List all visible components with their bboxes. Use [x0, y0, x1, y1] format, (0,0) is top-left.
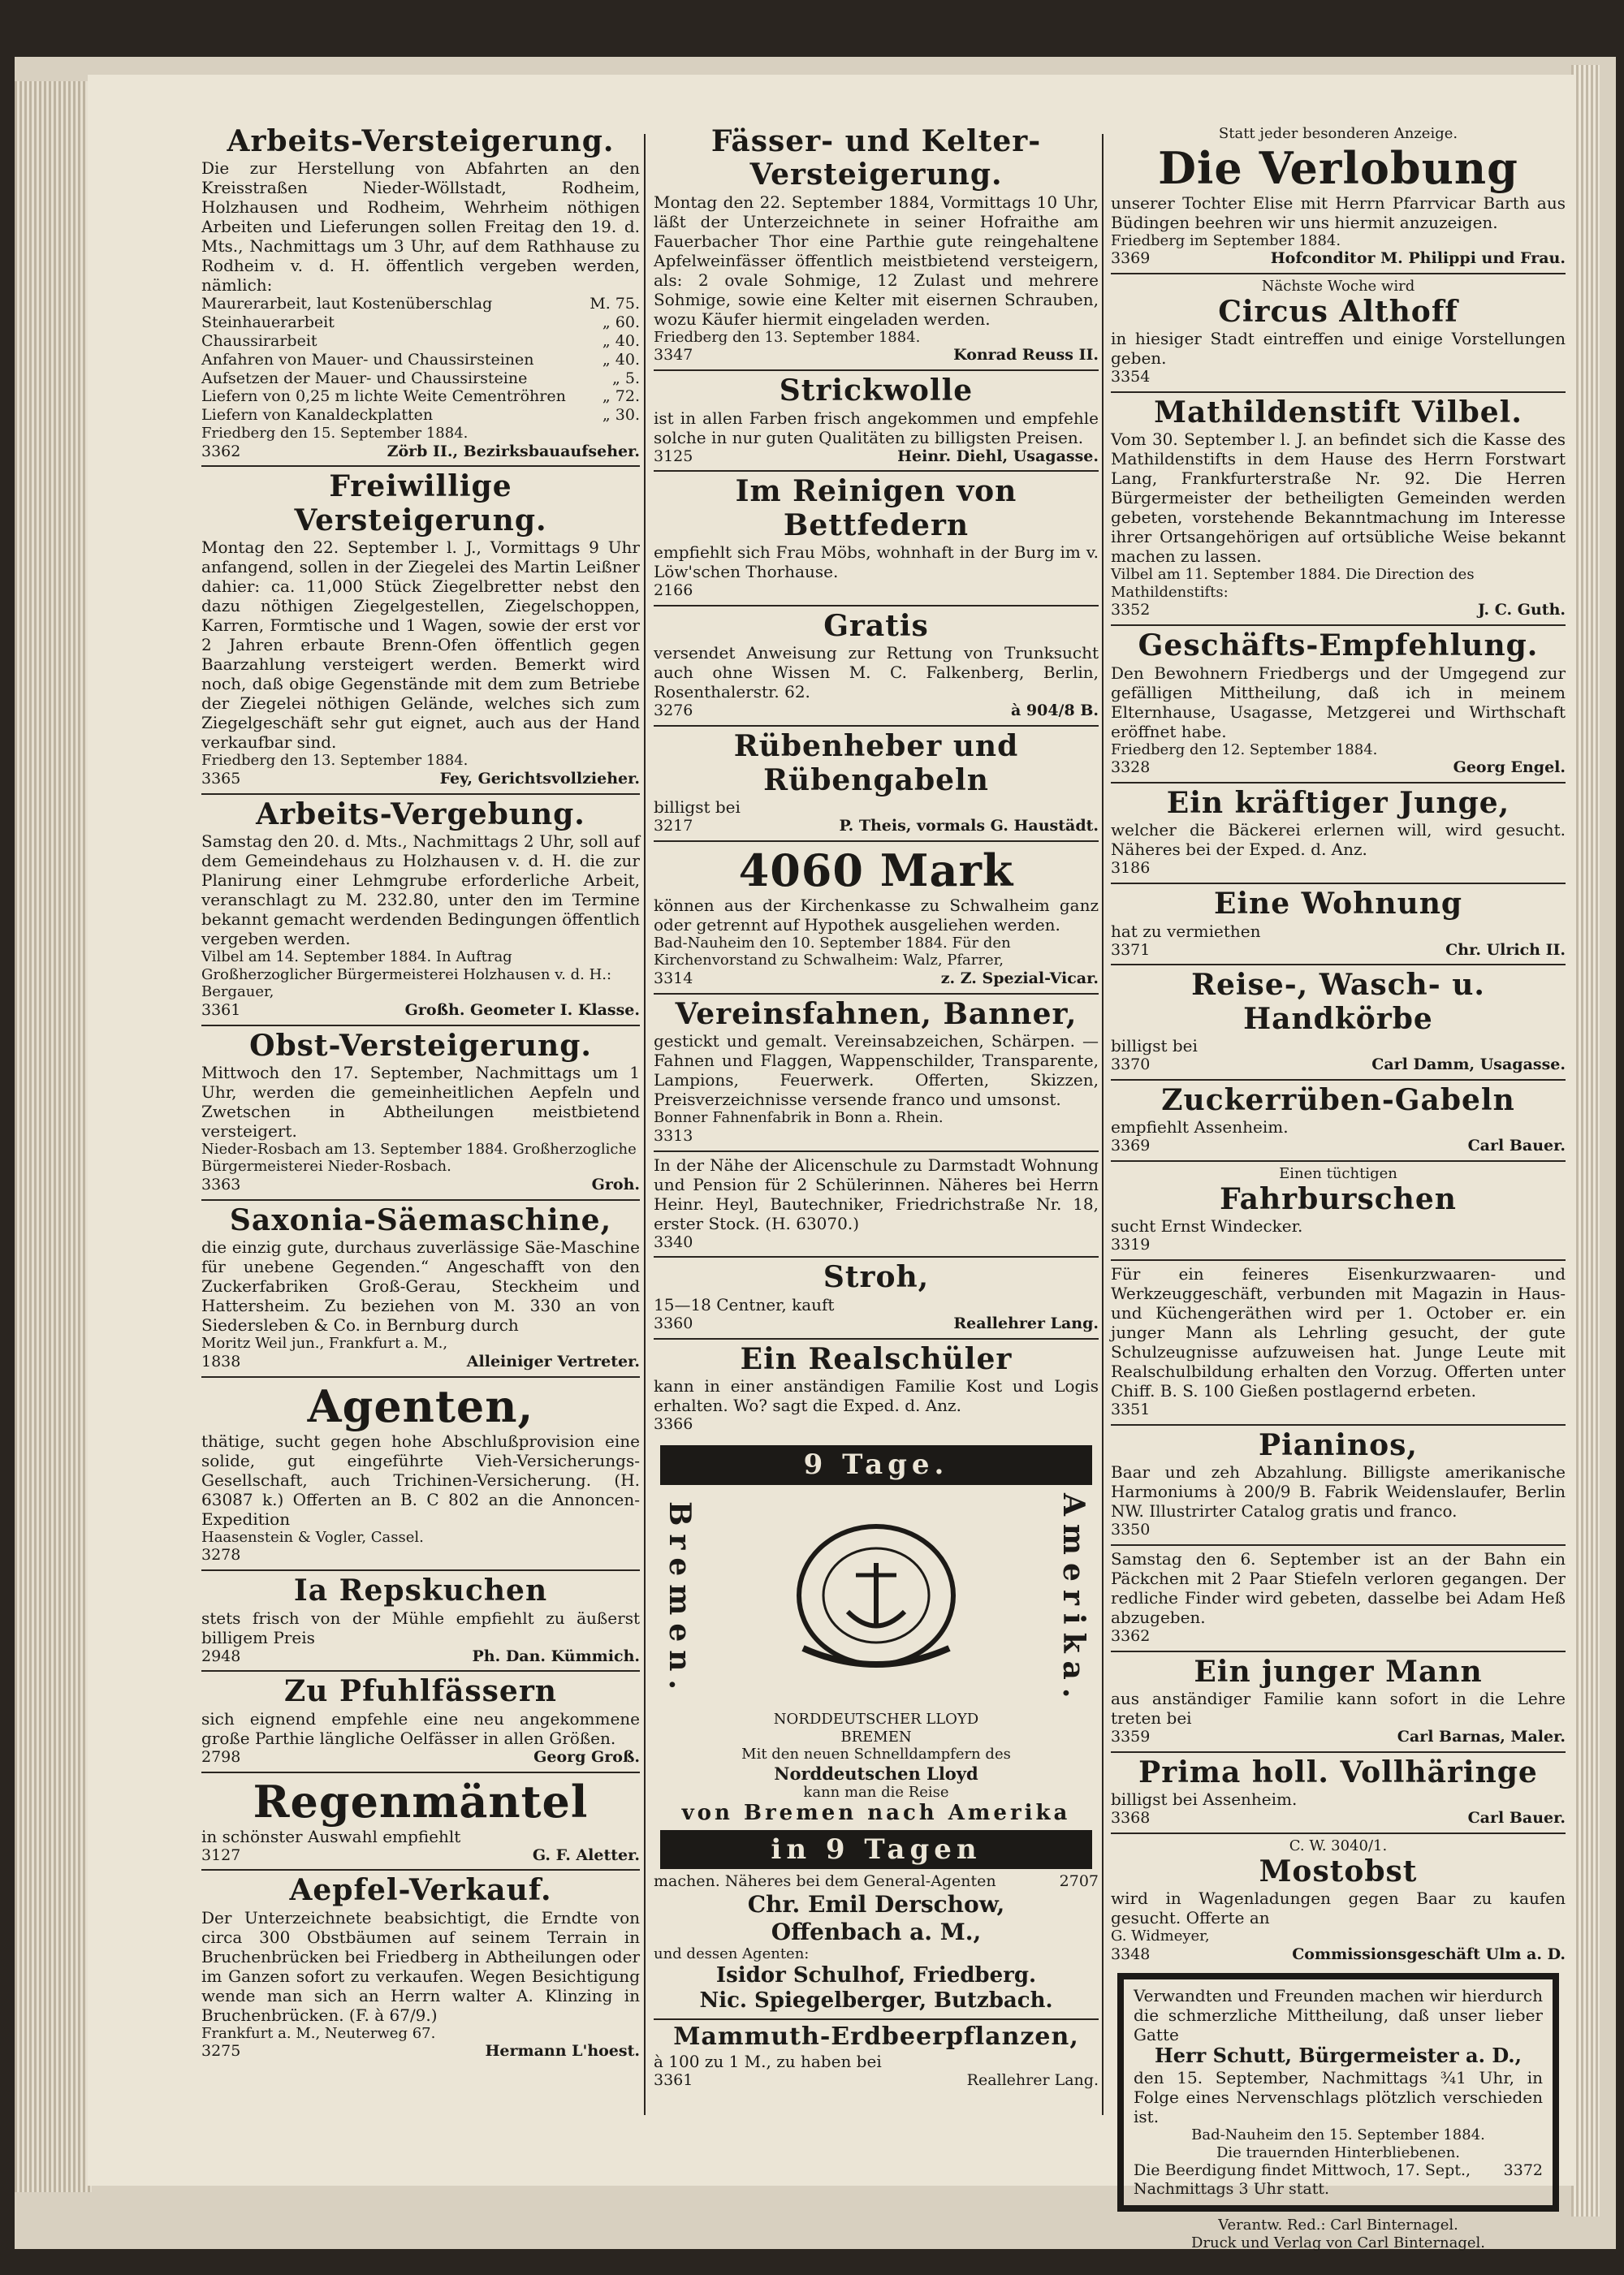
mammuth-advertisement [654, 2020, 1099, 2094]
ad-title: Zuckerrüben-Gabeln [1161, 1082, 1515, 1117]
ad-number: 3348 [1111, 1945, 1151, 1963]
ad-body: Mittwoch den 17. September, Nachmittags um 1 Uhr, werden die gemeinheitlichen Aepfeln und Zwetschen in Abtheilungen meistbietend versteigert. [201, 1062, 640, 1141]
lloyd-agent3: Isidor Schulhof, Friedberg. [715, 1963, 1037, 1988]
ad-footer [201, 1001, 640, 1020]
death-funeral: Die Beerdigung findet Mittwoch, 17. Sept., Nachmittags 3 Uhr statt. [1134, 2161, 1471, 2199]
item-name: Liefern von 0,25 m lichte Weite Cementröhren [201, 387, 566, 406]
ad-title: Ein junger Mann [1194, 1654, 1483, 1689]
advertisement [654, 472, 1099, 607]
ad-title: Fahrburschen [1220, 1181, 1457, 1216]
ad-signature: Carl Barnas, Maler. [1397, 1728, 1566, 1746]
footer-editor: Verantw. Red.: Carl Binternagel. [1218, 2217, 1458, 2234]
item-row [201, 295, 640, 313]
advertisement [1111, 1081, 1566, 1162]
ad-signature: Heinr. Diehl, Usagasse. [897, 447, 1099, 465]
ad-title: Aepfel-Verkauf. [289, 1873, 552, 1908]
column-middle-ads [654, 122, 1099, 1439]
ad-body: aus anständiger Familie kann sofort in die Lehre treten bei [1111, 1689, 1566, 1729]
ad-title: Ein kräftiger Junge, [1166, 786, 1510, 821]
advertisement [201, 795, 640, 1026]
ad-number: 3313 [654, 1126, 693, 1145]
advertisement [1111, 1162, 1566, 1261]
item-price: „ 72. [602, 387, 640, 406]
ad-number: 2166 [654, 581, 693, 600]
ad-title: Reise-, Wasch- u. Handkörbe [1191, 968, 1485, 1036]
ad-footer [1111, 1627, 1566, 1646]
advertisement [654, 995, 1099, 1152]
ad-footer [1111, 1945, 1566, 1964]
ad-body: stets frisch von der Mühle empfiehlt zu äußerst billigem Preis [201, 1608, 640, 1647]
ad-title: Prima holl. Vollhäringe [1138, 1755, 1538, 1789]
death-date: Bad-Nauheim den 15. September 1884. [1191, 2126, 1485, 2144]
ad-footer [654, 701, 1099, 720]
lloyd-agent4: Nic. Spiegelberger, Butzbach. [699, 1988, 1053, 2014]
column-middle [654, 122, 1099, 2117]
death-sign: Die trauernden Hinterbliebenen. [1216, 2143, 1461, 2161]
ad-body: billigst bei [654, 796, 741, 817]
ad-signature: Großh. Geometer I. Klasse. [404, 1000, 640, 1019]
lloyd-agent2: Offenbach a. M., [771, 1918, 982, 1945]
ad-footer [1111, 1137, 1566, 1155]
ad-body: die einzig gute, durchaus zuverlässige Säe-Maschine für unebene Gegenden.“ Angeschafft von den Zuckerfabriken Groß-Gerau, Steckheim und Hattersheim. Zu beziehen von M. 330 an von Siedersleben & Co. in Bernburg durch [201, 1237, 640, 1336]
ad-title: Saxonia-Säemaschine, [229, 1202, 612, 1237]
ad-signature: Ph. Dan. Kümmich. [472, 1647, 640, 1665]
ad-number: 3314 [654, 969, 693, 987]
advertisement [654, 842, 1099, 995]
ad-body: Den Bewohnern Friedbergs und der Umgegend zur gefälligen Mittheilung, daß ich in meinem Elternhause, Usagasse, Metzgerei und Wirthschaft eröffnet habe. [1111, 663, 1566, 741]
advertisement [201, 1773, 640, 1871]
ad-date: Haasenstein & Vogler, Cassel. [201, 1528, 424, 1546]
ad-number: 3319 [1111, 1236, 1151, 1254]
lloyd-bottom-bar: in 9 Tagen [660, 1830, 1092, 1870]
advertisement [654, 727, 1099, 842]
advertisement [1111, 884, 1566, 965]
ad-number: 3360 [654, 1314, 693, 1332]
lloyd-advertisement [654, 1439, 1099, 2021]
item-row [201, 332, 640, 351]
lloyd-text: machen. Näheres bei dem General-Agenten [654, 1872, 996, 1891]
ad-date: Vilbel am 11. September 1884. Die Direction des Mathildenstifts: [1111, 566, 1475, 601]
ad-signature: Fey, Gerichtsvollzieher. [439, 769, 640, 788]
ad-title: Mostobst [1259, 1854, 1418, 1889]
ad-title: Stroh, [823, 1260, 930, 1295]
ad-title: Gratis [823, 608, 929, 643]
ad-footer [654, 817, 1099, 835]
column-right [1111, 122, 1566, 2251]
ad-number: 3340 [654, 1232, 693, 1251]
ad-number: 3217 [654, 816, 693, 835]
advertisement [1111, 393, 1566, 626]
ad-number: 3362 [1111, 1626, 1151, 1645]
page-edges-right [1571, 65, 1600, 2217]
ad-signature: Hofconditor M. Philippi und Frau. [1270, 249, 1566, 268]
ad-body: Für ein feineres Eisenkurzwaaren- und Werkzeuggeschäft, verbunden mit Magazin in Haus- und Küchengeräthen wird per 1. October er. ein junger Mann als Lehrling gesucht, der gute Schulzeugnisse aufzuweisen hat. Junge Leute mit Realschulbildung erhalten den Vorzug. Offerten unter Chiff. B. S. 100 Gießen postlagernd erbeten. [1111, 1263, 1566, 1401]
item-row [201, 406, 640, 425]
ad-body: welcher die Bäckerei erlernen will, wird gesucht. Näheres bei der Exped. d. Anz. [1111, 820, 1566, 860]
ad-number: 2798 [201, 1747, 241, 1766]
ad-date: G. Widmeyer, [1111, 1927, 1210, 1945]
ad-signature: Reallehrer Lang. [953, 1314, 1099, 1332]
item-row [201, 387, 640, 406]
ad-title: 4060 Mark [738, 844, 1014, 896]
advertisement [201, 1871, 640, 2066]
ad-body: billigst bei Assenheim. [1111, 1789, 1298, 1810]
item-row [201, 369, 640, 388]
ad-title: Arbeits-Versteigerung. [227, 124, 615, 158]
ad-body: Die zur Herstellung von Abfahrten an den Kreisstraßen Nieder-Wöllstadt, Rodheim, Holzhausen und Rodheim, Wehrheim nöthigen Arbeiten und Lieferungen sollen Freitag den 19. d. Mts., Nachmittags um 3 Uhr, auf dem Rathhause zu Rodheim v. d. H. öffentlich vergeben werden, nämlich: [201, 158, 640, 296]
ad-title: Eine Wohnung [1213, 887, 1463, 922]
ad-signature: Zörb II., Bezirksbauaufseher. [387, 442, 640, 460]
ad-number: 3361 [201, 1000, 241, 1019]
ad-number: 3359 [1111, 1728, 1151, 1746]
ad-signature: Chr. Ulrich II. [1445, 940, 1566, 959]
ad-footer [654, 1127, 1099, 1146]
ad-number: 3370 [1111, 1055, 1151, 1074]
advertisement [654, 1340, 1099, 1439]
ad-body: In der Nähe der Alicenschule zu Darmstadt Wohnung und Pension für 2 Schülerinnen. Näheres bei Herrn Heinr. Heyl, Bautechniker, Friedrichstraße Nr. 18, erster Stock. (H. 63070.) [654, 1155, 1099, 1233]
ad-signature: Georg Groß. [533, 1747, 640, 1766]
ad-number: 3276 [654, 701, 693, 720]
ad-signature: Georg Engel. [1453, 758, 1566, 777]
item-price: „ 5. [611, 369, 640, 387]
lloyd-agents-label: und dessen Agenten: [654, 1945, 810, 1963]
lloyd-bremen: Bremen. [663, 1500, 698, 1698]
ad-title: Ein Realschüler [740, 1341, 1013, 1376]
advertisement [1111, 1261, 1566, 1426]
item-name: Aufsetzen der Mauer- und Chaussirsteine [201, 369, 528, 387]
ad-date: Bad-Nauheim den 10. September 1884. Für den Kirchenvorstand zu Schwalheim: Walz, Pfarrer, [654, 934, 1011, 969]
advertisement [201, 1571, 640, 1672]
ad-footer [654, 1415, 1099, 1434]
ad-number: 3350 [1111, 1521, 1151, 1539]
ad-signature: Konrad Reuss II. [953, 346, 1099, 365]
ad-date: Friedberg den 12. September 1884. [1111, 740, 1378, 758]
lloyd-line1: Mit den neuen Schnelldampfern des [741, 1746, 1011, 1763]
ad-body: versendet Anweisung zur Rettung von Trunksucht auch ohne Wissen M. C. Falkenberg, Berlin, Rosenthalerstr. 62. [654, 643, 1099, 702]
ad-body: 15—18 Centner, kauft [654, 1294, 835, 1314]
ad-signature: Groh. [591, 1176, 640, 1194]
ad-number: 3363 [201, 1176, 241, 1194]
death-name: Herr Schutt, Bürgermeister a. D., [1155, 2044, 1522, 2068]
advertisement [201, 1026, 640, 1201]
advertisement [654, 371, 1099, 472]
ad-title: Rübenheber und Rübengabeln [733, 729, 1019, 797]
advertisement [1111, 1834, 1566, 1968]
mammuth-sign: Reallehrer Lang. [966, 2070, 1099, 2089]
item-list [201, 295, 640, 425]
ad-date: Moritz Weil jun., Frankfurt a. M., [201, 1335, 448, 1353]
ad-footer [201, 1546, 640, 1565]
ad-signature: Carl Damm, Usagasse. [1371, 1055, 1566, 1074]
ad-number: 3352 [1111, 601, 1151, 619]
ad-preheading: C. W. 3040/1. [1289, 1837, 1388, 1855]
ad-footer [1111, 1055, 1566, 1074]
ad-footer [1111, 1401, 1566, 1419]
ad-date: Friedberg den 13. September 1884. [201, 752, 469, 770]
ad-body: kann in einer anständigen Familie Kost und Logis erhalten. Wo? sagt die Exped. d. Anz. [654, 1375, 1099, 1415]
footer-publisher: Druck und Verlag von Carl Binternagel. [1190, 2234, 1486, 2251]
ad-title: Fässer- und Kelter-Versteigerung. [710, 124, 1042, 192]
ad-signature: Commissionsgeschäft Ulm a. D. [1292, 1945, 1566, 1963]
lloyd-seal-top: NORDDEUTSCHER LLOYD [773, 1710, 979, 1728]
lloyd-top-bar: 9 Tage. [660, 1445, 1092, 1485]
ad-signature: Carl Bauer. [1467, 1809, 1566, 1828]
item-price: „ 30. [602, 406, 640, 425]
ad-body: ist in allen Farben frisch angekommen und empfehle solche in nur guten Qualitäten zu billigsten Preisen. [654, 408, 1099, 447]
lloyd-agent1: Chr. Emil Derschow, [747, 1891, 1005, 1919]
ad-number: 3369 [1111, 1137, 1151, 1155]
ad-body: Samstag den 6. September ist an der Bahn ein Päckchen mit 2 Paar Stiefeln verloren gegangen. Der redliche Finder wird gebeten, dasselbe bei Adam Heß abzugeben. [1111, 1548, 1566, 1627]
lloyd-seal-icon [779, 1518, 974, 1681]
ad-body: empfiehlt sich Frau Möbs, wohnhaft in der Burg im v. Löw'schen Thorhause. [654, 542, 1099, 582]
ad-signature: J. C. Guth. [1477, 601, 1566, 619]
ad-title: Freiwillige Versteigerung. [294, 469, 547, 537]
ad-number: 3369 [1111, 249, 1151, 268]
ad-signature: Alleiniger Vertreter. [466, 1352, 640, 1371]
ad-footer [201, 1353, 640, 1371]
lloyd-emblem [654, 1488, 1099, 1711]
advertisement [201, 1201, 640, 1378]
ad-footer [1111, 368, 1566, 386]
ad-title: Ia Repskuchen [293, 1574, 548, 1608]
ad-title: Circus Althoff [1218, 294, 1458, 329]
ad-title: Im Reinigen von Bettfedern [735, 474, 1017, 542]
ad-number: 3366 [654, 1414, 693, 1433]
lloyd-line2: Norddeutschen Lloyd [774, 1763, 978, 1784]
advertisement [1111, 965, 1566, 1081]
ad-number: 3125 [654, 447, 693, 465]
advertisement [654, 1258, 1099, 1339]
column-rule [1102, 134, 1104, 2115]
ad-title: Strickwolle [779, 373, 974, 408]
ad-footer [1111, 1809, 1566, 1828]
ad-footer [1111, 1728, 1566, 1746]
ad-body: sucht Ernst Windecker. [1111, 1216, 1303, 1237]
advertisement [654, 607, 1099, 727]
advertisement [1111, 274, 1566, 393]
ad-body: billigst bei [1111, 1036, 1198, 1056]
ad-footer [654, 1314, 1099, 1333]
ad-body: wird in Wagenladungen gegen Baar zu kaufen gesucht. Offerte an [1111, 1889, 1566, 1928]
ad-signature: G. F. Aletter. [532, 1845, 640, 1864]
ad-body: Baar und zeh Abzahlung. Billigste amerikanische Harmoniums à 200/9 B. Fabrik Weidenslaufer, Berlin NW. Illustrirter Catalog gratis und franco. [1111, 1462, 1566, 1522]
ad-title: Mathildenstift Vilbel. [1154, 395, 1522, 430]
advertisement [1111, 1652, 1566, 1753]
ad-body: Montag den 22. September 1884, Vormittags 10 Uhr, läßt der Unterzeichnete in seiner Hofraithe am Fauerbacher Thor eine Parthie gute reingehaltene Apfelweinfässer öffentlich meistbietend versteigern, als: 2 ovale Sohmige, 12 Zulast und mehrere Sohmige, sowie eine Kelter mit eisernen Schrauben, wozu Käufer hiermit eingeladen werden. [654, 192, 1099, 329]
ad-footer [1111, 941, 1566, 960]
ad-signature: Carl Bauer. [1467, 1137, 1566, 1155]
ad-date: Nieder-Rosbach am 13. September 1884. Großherzogliche Bürgermeisterei Nieder-Rosbach. [201, 1140, 637, 1176]
item-name: Anfahren von Mauer- und Chaussirsteinen [201, 350, 534, 369]
ad-footer [1111, 859, 1566, 878]
ad-body: in hiesiger Stadt eintreffen und einige Vorstellungen geben. [1111, 329, 1566, 369]
ad-body: Montag den 22. September l. J., Vormittags 9 Uhr anfangend, sollen in der Ziegelei des Martin Leißner dahier: ca. 11,000 Stück Ziegelbretter nebst den dazu nöthigen Ziegelgestellen, Ziegelschoppen, Karren, Formtische und 1 Wagen, sowie der erst vor 2 Jahren erbaute Brenn-Ofen öffentlich gegen Baarzahlung versteigert werden. Bemerkt wird noch, daß obige Gegenstände mit dem zum Betriebe der Ziegelei nöthigen Gelände, welches sich zum Ziegelgeschäft sehr gut eignet, auch aus der Hand verkaufbar sind. [201, 537, 640, 753]
ad-date: Friedberg im September 1884. [1111, 231, 1341, 249]
item-name: Steinhauerarbeit [201, 313, 335, 332]
ad-footer [201, 1176, 640, 1194]
ad-footer [201, 770, 640, 788]
ad-number: 3275 [201, 2042, 241, 2061]
ad-number: 3371 [1111, 940, 1151, 959]
ad-number: 3328 [1111, 758, 1151, 777]
column-right-ads [1111, 122, 1566, 1968]
death-footer [1134, 2161, 1543, 2199]
ad-footer [1111, 758, 1566, 777]
item-price: „ 40. [602, 331, 640, 350]
ad-number: 3127 [201, 1845, 241, 1864]
advertisement [201, 122, 640, 467]
ad-number: 3365 [201, 769, 241, 788]
lloyd-line4: von Bremen nach Amerika [681, 1801, 1071, 1826]
ad-preheading: Nächste Woche wird [1261, 278, 1415, 296]
column-left [201, 122, 640, 2117]
ad-signature: z. Z. Spezial-Vicar. [940, 969, 1099, 987]
ad-title: Arbeits-Vergebung. [256, 796, 585, 831]
ad-body: thätige, sucht gegen hohe Abschlußprovision eine solide, gut eingeführte Vieh-Versicherungs-Gesellschaft, auch Trichinen-Versicherung. (H. 63087 k.) Offerten an B. C 802 an die Annoncen-Expedition [201, 1431, 640, 1529]
ad-number: 1838 [201, 1352, 241, 1371]
ad-footer [201, 1846, 640, 1865]
ad-number: 3368 [1111, 1809, 1151, 1828]
advertisement [1111, 122, 1566, 274]
ad-date: Friedberg den 13. September 1884. [654, 328, 921, 346]
ad-footer [654, 1233, 1099, 1252]
ad-number: 3186 [1111, 859, 1151, 878]
ad-body: empfiehlt Assenheim. [1111, 1117, 1289, 1138]
ad-footer [201, 442, 640, 461]
death-text2: den 15. September, Nachmittags ¾1 Uhr, in Folge eines Nervenschlags plötzlich verschieden ist. [1134, 2068, 1543, 2127]
lloyd-amerika: Amerika. [1056, 1492, 1091, 1706]
lloyd-seal-bottom: BREMEN [840, 1728, 912, 1746]
advertisement [1111, 1426, 1566, 1546]
ad-body: Vom 30. September l. J. an befindet sich die Kasse des Mathildenstifts in dem Hause des Herrn Forstwart Lang, Frankfurterstraße Nr. 92. Die Herren Bürgermeister der betheiligten Gemeinden werden gebeten, vorstehende Bekanntmachung im Interesse ihrer Ortsangehörigen auf ortsübliche Weise bekannt machen zu lassen. [1111, 430, 1566, 567]
item-price: M. 75. [590, 295, 640, 313]
ad-title: Zu Pfuhlfässern [284, 1674, 557, 1709]
column-rule [644, 134, 646, 2115]
ad-title: Agenten, [307, 1379, 534, 1432]
ad-body: Samstag den 20. d. Mts., Nachmittags 2 Uhr, soll auf dem Gemeindehaus zu Holzhausen v. d. H. die zur Planirung einer Lehmgrube erforderliche Arbeit, veranschlagt zu M. 232.80, unter den im Termine bekannt gemacht werdenden Bedingungen öffentlich vergeben werden. [201, 831, 640, 948]
ad-footer [1111, 1521, 1566, 1539]
ad-footer [1111, 601, 1566, 619]
lloyd-line3: kann man die Reise [803, 1783, 949, 1801]
ad-footer [1111, 249, 1566, 268]
ad-title: Regenmäntel [253, 1775, 589, 1828]
ad-preheading: Einen tüchtigen [1279, 1165, 1397, 1183]
advertisement [654, 1152, 1099, 1258]
item-name: Maurerarbeit, laut Kostenüberschlag [201, 295, 493, 313]
ad-footer [1111, 1236, 1566, 1254]
death-text: Verwandten und Freunden machen wir hierdurch die schmerzliche Mittheilung, daß unser lieber Gatte [1134, 1986, 1543, 2045]
ad-title: Vereinsfahnen, Banner, [675, 996, 1078, 1031]
item-name: Liefern von Kanaldeckplatten [201, 406, 434, 425]
death-notice [1117, 1973, 1559, 2212]
ad-body: hat zu vermiethen [1111, 921, 1261, 941]
lloyd-text-row [654, 1872, 1099, 1891]
ad-number: 2948 [201, 1647, 241, 1665]
item-row [201, 351, 640, 369]
mammuth-body: à 100 zu 1 M., zu haben bei [654, 2051, 882, 2071]
ad-body: unserer Tochter Elise mit Herrn Pfarrvicar Barth aus Büdingen beehren wir uns hiermit anzuzeigen. [1111, 192, 1566, 232]
ad-preheading: Statt jeder besonderen Anzeige. [1218, 125, 1458, 142]
ad-title: Die Verlobung [1158, 141, 1518, 194]
ad-footer [654, 969, 1099, 988]
ad-number: 3278 [201, 1546, 241, 1565]
ad-body: Der Unterzeichnete beabsichtigt, die Erndte von circa 300 Obstbäumen auf seinem Terrain in Bruchenbrücken bei Friedberg in Abtheilungen oder im Ganzen sofort zu verkaufen. Wegen Besichtigung wende man sich an Herrn walter A. Klinzing in Bruchenbrücken. (F. à 67/9.) [201, 1907, 640, 2025]
ad-signature: Hermann L'hoest. [485, 2042, 640, 2061]
ad-body: in schönster Auswahl empfiehlt [201, 1826, 461, 1846]
item-price: „ 60. [602, 313, 640, 332]
ad-date: Friedberg den 15. September 1884. [201, 424, 469, 442]
ad-date: Frankfurt a. M., Neuterweg 67. [201, 2024, 436, 2042]
advertisement [201, 1378, 640, 1571]
advertisement [654, 122, 1099, 371]
advertisement [201, 467, 640, 794]
advertisement [1111, 784, 1566, 884]
ad-footer [654, 581, 1099, 600]
ad-number: 3361 [654, 2070, 693, 2089]
ad-title: Pianinos, [1259, 1427, 1418, 1462]
ad-date: Bonner Fahnenfabrik in Bonn a. Rhein. [654, 1109, 944, 1127]
ad-footer [201, 1748, 640, 1767]
ad-number: 3362 [201, 442, 241, 460]
ad-footer [201, 1647, 640, 1666]
advertisement [1111, 1753, 1566, 1834]
item-name: Chaussirarbeit [201, 331, 317, 350]
ad-body: sich eignend empfehle eine neu angekommene große Parthie längliche Oelfässer in allen Größen. [201, 1708, 640, 1748]
advertisement [1111, 626, 1566, 784]
page-edges-left [15, 81, 92, 2192]
ad-footer [654, 447, 1099, 466]
mammuth-footer [654, 2071, 1099, 2090]
ad-date: Vilbel am 14. September 1884. In Auftrag Großherzoglicher Bürgermeisterei Holzhausen v. d. H.: Bergauer, [201, 948, 612, 1001]
lloyd-num: 2707 [1059, 1872, 1099, 1891]
ad-number: 3351 [1111, 1400, 1151, 1418]
item-price: „ 40. [602, 350, 640, 369]
ad-number: 3354 [1111, 368, 1151, 386]
ad-signature: à 904/8 B. [1010, 701, 1099, 720]
advertisement [201, 1672, 640, 1772]
item-row [201, 313, 640, 332]
mammuth-title: Mammuth-Erdbeerpflanzen, [673, 2022, 1079, 2052]
ad-footer [201, 2042, 640, 2061]
ad-signature: P. Theis, vormals G. Haustädt. [839, 816, 1099, 835]
ad-number: 3347 [654, 346, 693, 365]
ad-footer [654, 346, 1099, 365]
advertisement [1111, 1546, 1566, 1652]
ad-body: können aus der Kirchenkasse zu Schwalheim ganz oder getrennt auf Hypothek ausgeliehen werden. [654, 895, 1099, 935]
ad-number: 3372 [1503, 2161, 1543, 2180]
ad-title: Obst-Versteigerung. [249, 1028, 592, 1063]
ad-title: Geschäfts-Empfehlung. [1138, 628, 1539, 663]
ad-body: gestickt und gemalt. Vereinsabzeichen, Schärpen. — Fahnen und Flaggen, Wappenschilder, Transparente, Lampions, Feuerwerk. Offerten, Skizzen, Preisverzeichnisse versende franco und umsonst. [654, 1031, 1099, 1110]
